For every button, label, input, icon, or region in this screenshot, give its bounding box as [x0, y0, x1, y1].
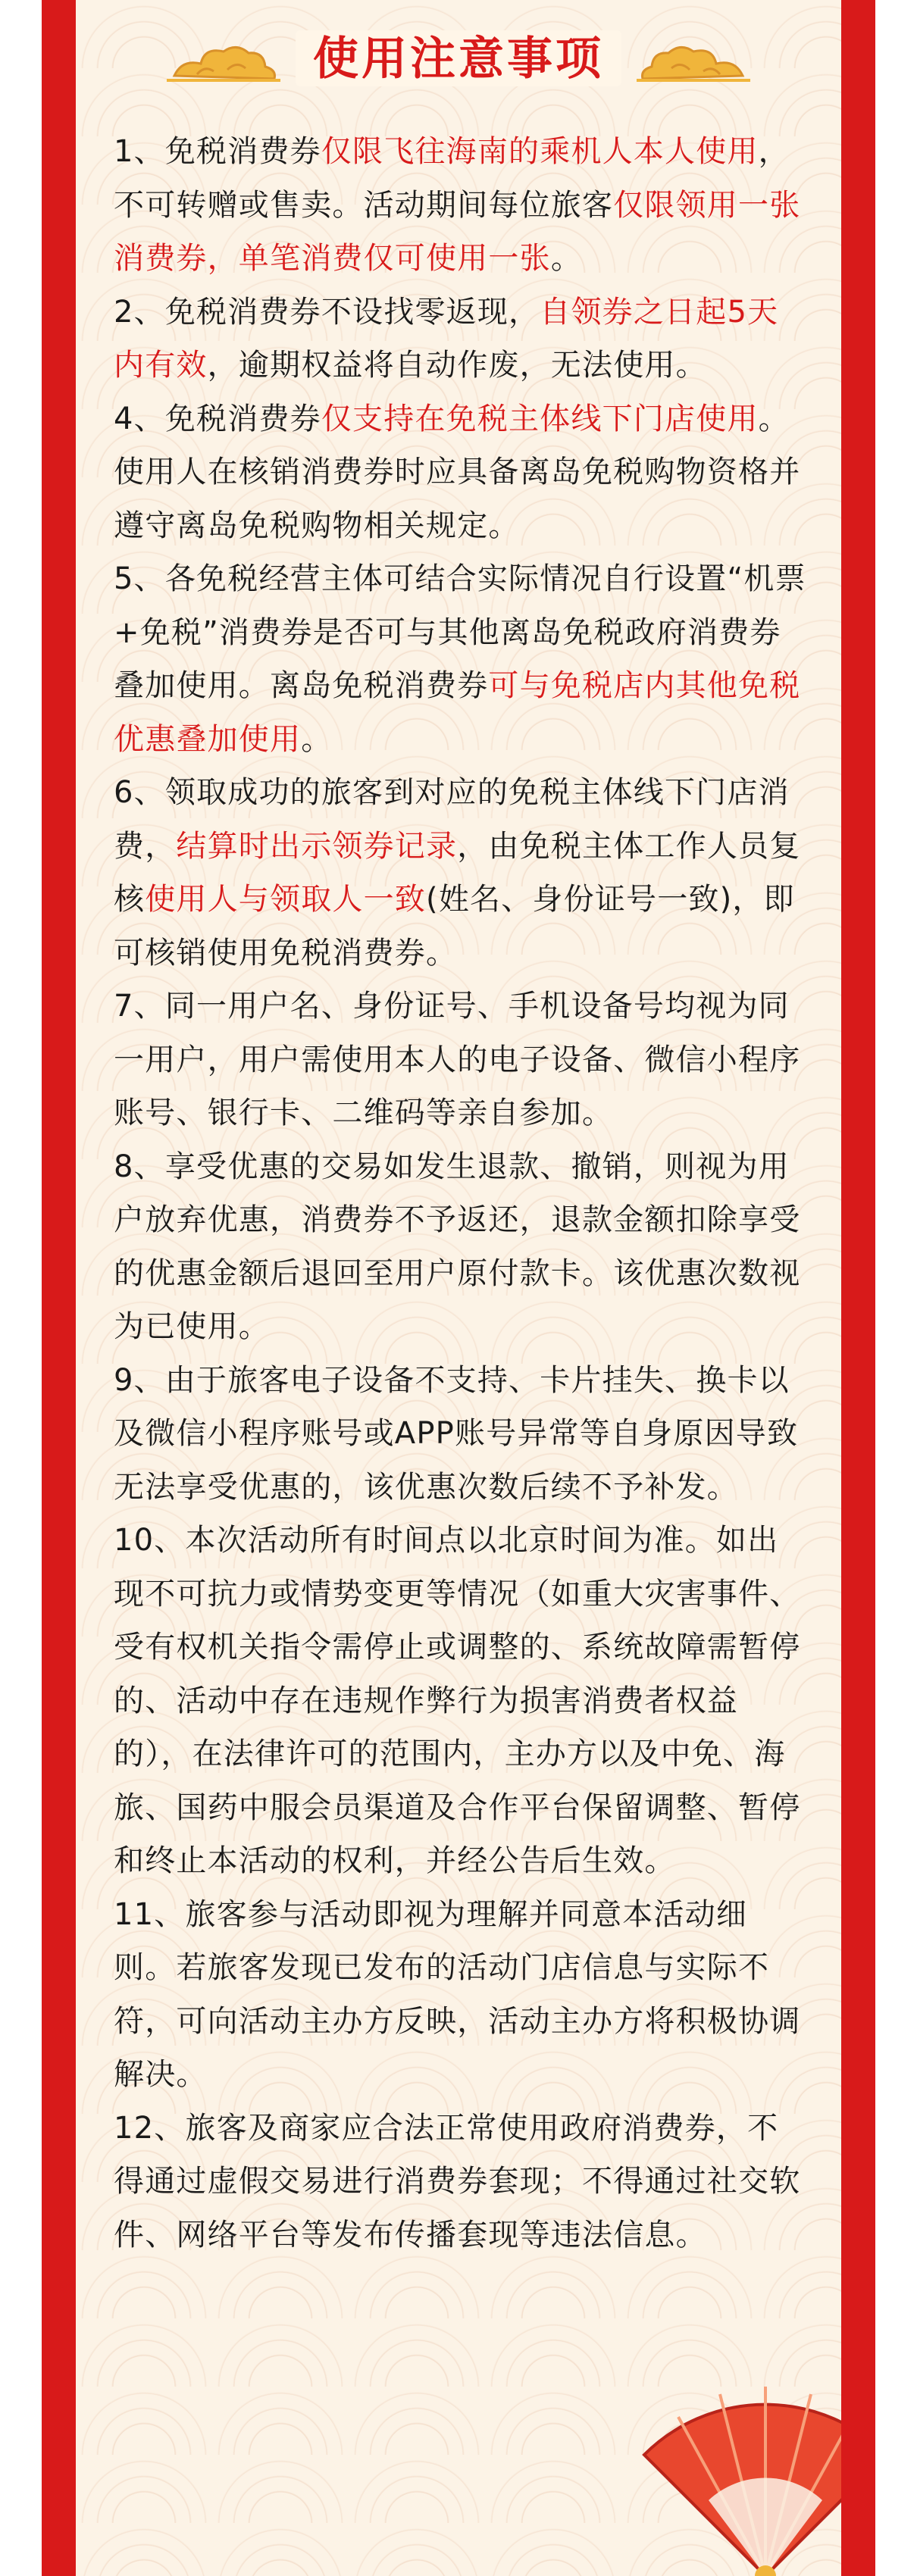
- rule-text: 。使用人在核销消费券时应具备离岛免税购物资格并遵守离岛免税购物相关规定。: [114, 401, 801, 543]
- rule-text: ，逾期权益将自动作废，无法使用。: [207, 348, 707, 383]
- rule-highlight-text: 自领券之日起5天内有效: [114, 294, 779, 383]
- rule-text: 8、享受优惠的交易如发生退款、撤销，则视为用户放弃优惠，消费券不予返还，退款金额扣除享受的优惠金额后退回至用户原付款卡。该优惠次数视为已使用。: [114, 1149, 801, 1344]
- rules-list: [114, 125, 809, 2262]
- rule-highlight-text: 可与免税店内其他免税优惠叠加使用: [114, 668, 801, 757]
- folding-fan-icon: [637, 2326, 841, 2576]
- rule-text: 2、免税消费券不设找零返现，: [114, 294, 540, 330]
- page-title: 使用注意事项: [313, 33, 604, 86]
- rule-item: [114, 2102, 809, 2262]
- rule-item: [114, 1354, 809, 1515]
- rule-text: 5、各免税经营主体可结合实际情况自行设置“机票+免税”消费券是否可与其他离岛免税政府消费券叠加使用。离岛免税消费券: [114, 561, 806, 703]
- rule-text: 10、本次活动所有时间点以北京时间为准。如出现不可抗力或情势变更等情况（如重大灾害事件、受有权机关指令需停止或调整的、系统故障需暂停的、活动中存在违规作弊行为损害消费者权益的），在法律许可的范围内，主办方以及中免、海旅、国药中服会员渠道及合作平台保留调整、暂停和终止本活动的权利，并经公告后生效。: [114, 1523, 801, 1878]
- rule-text: ，由免税主体工作人员复核: [114, 828, 801, 917]
- rule-item: [114, 1514, 809, 1888]
- rule-highlight-text: 仅限领用一张消费券，单笔消费仅可使用一张: [114, 187, 801, 276]
- rule-item: [114, 125, 809, 286]
- rule-item: [114, 392, 809, 553]
- rule-highlight-text: 使用人与领取人一致: [145, 882, 427, 917]
- rule-text: ，不可转赠或售卖。活动期间每位旅客: [114, 134, 790, 223]
- rule-item: [114, 1140, 809, 1354]
- rule-text: (姓名、身份证号一致)，即可核销使用免税消费券。: [114, 882, 795, 971]
- rule-text: 9、由于旅客电子设备不支持、卡片挂失、换卡以及微信小程序账号或APP账号异常等自身原因导致无法享受优惠的，该优惠次数后续不予补发。: [114, 1362, 799, 1505]
- rule-highlight-text: 结算时出示领券记录: [176, 828, 458, 864]
- rule-item: [114, 552, 809, 766]
- rule-text: 11、旅客参与活动即视为理解并同意本活动细则。若旅客发现已发布的活动门店信息与实际不符，可向活动主办方反映，活动主办方将积极协调解决。: [114, 1896, 801, 2092]
- notice-panel: [76, 0, 841, 2576]
- rule-text: 12、旅客及商家应合法正常使用政府消费券，不得通过虚假交易进行消费券套现；不得通过社交软件、网络平台等发布传播套现等违法信息。: [114, 2110, 801, 2252]
- rule-item: [114, 286, 809, 392]
- auspicious-cloud-icon: [637, 36, 750, 89]
- rule-text: 1、免税消费券: [114, 134, 321, 169]
- rule-highlight-text: 仅支持在免税主体线下门店使用: [321, 401, 759, 436]
- rule-highlight-text: 仅限飞往海南的乘机人本人使用: [321, 134, 759, 169]
- rule-text: 6、领取成功的旅客到对应的免税主体线下门店消费，: [114, 775, 790, 864]
- rule-text: 。: [550, 241, 583, 276]
- rule-text: 4、免税消费券: [114, 401, 321, 436]
- rule-item: [114, 766, 809, 980]
- rule-item: [114, 1888, 809, 2102]
- rule-text: 。: [301, 721, 333, 757]
- rule-text: 7、同一用户名、身份证号、手机设备号均视为同一用户，用户需使用本人的电子设备、微信小程序账号、银行卡、二维码等亲自参加。: [114, 989, 801, 1130]
- title-header: [76, 14, 841, 97]
- rule-item: [114, 980, 809, 1140]
